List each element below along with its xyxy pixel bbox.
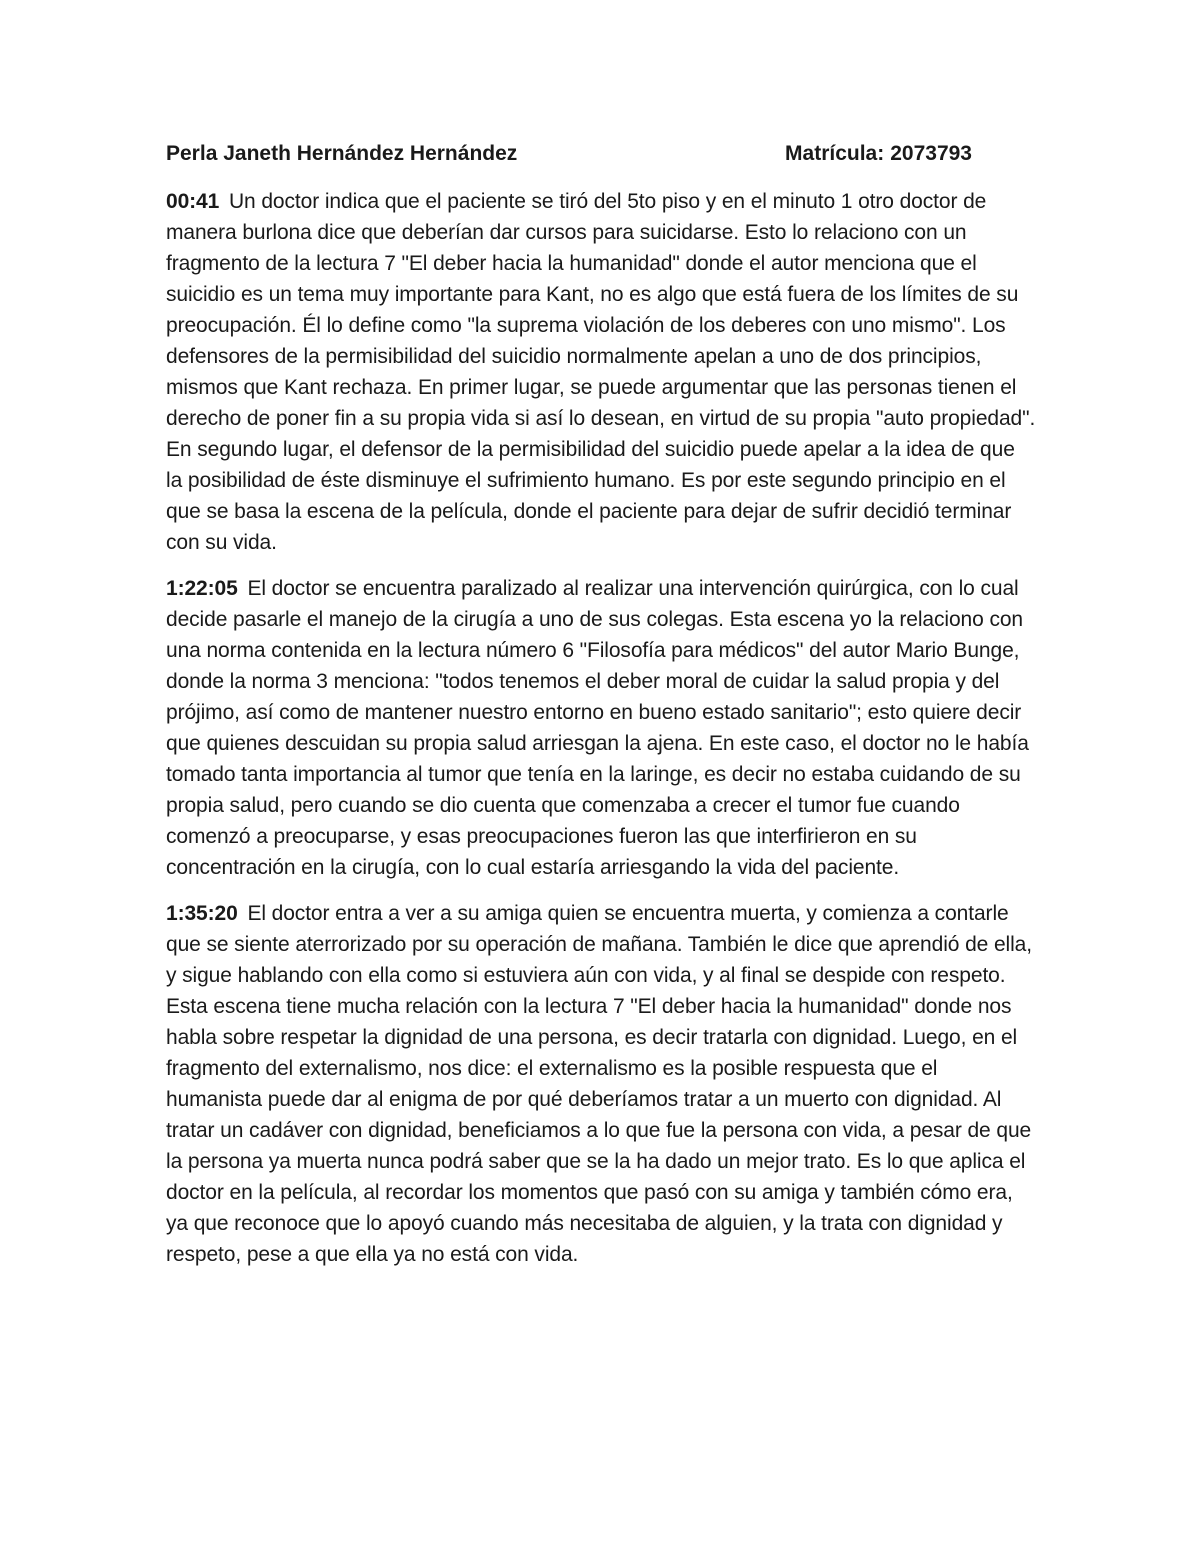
matricula-value: 2073793 [890, 142, 972, 165]
student-name: Perla Janeth Hernández Hernández [166, 142, 518, 165]
paragraph-timestamp: 00:41 [166, 190, 220, 213]
paragraph-text: El doctor entra a ver a su amiga quien se encuentra muerta, y comienza a contarle que se siente aterrorizado por su operación de mañana. También le dice que aprendió de ella, y sigue hablando con ella como si estuviera aún con vida, y al final se despide con respeto. Esta escena tiene mucha relación con la lectura 7 "El deber hacia la humanidad" donde nos habla sobre respetar la dignidad de una persona, es decir tratarla con dignidad. Luego, en el fragmento del externalismo, nos dice: el externalismo es la posible respuesta que el humanista puede dar al enigma de por qué deberíamos tratar a un muerto con dignidad. Al tratar un cadáver con dignidad, beneficiamos a lo que fue la persona con vida, a pesar de que la persona ya muerta nunca podrá saber que se la ha dado un mejor trato. Es lo que aplica el doctor en la película, al recordar los momentos que pasó con su amiga y también cómo era, ya que reconoce que lo apoyó cuando más necesitaba de alguien, y la trata con dignidad y respeto, pese a que ella ya no está con vida. [166, 902, 1032, 1266]
paragraph [166, 898, 1036, 1270]
document-page [166, 140, 1036, 1285]
paragraph-timestamp: 1:22:05 [166, 577, 238, 600]
paragraph-timestamp: 1:35:20 [166, 902, 238, 925]
matricula [785, 140, 972, 168]
paragraph [166, 186, 1036, 558]
document-header [166, 140, 1036, 168]
paragraph-text: Un doctor indica que el paciente se tiró del 5to piso y en el minuto 1 otro doctor de manera burlona dice que deberían dar cursos para suicidarse. Esto lo relaciono con un fragmento de la lectura 7 "El deber hacia la humanidad" donde el autor menciona que el suicidio es un tema muy importante para Kant, no es algo que está fuera de los límites de su preocupación. Él lo define como "la suprema violación de los deberes con uno mismo". Los defensores de la permisibilidad del suicidio normalmente apelan a uno de dos principios, mismos que Kant rechaza. En primer lugar, se puede argumentar que las personas tienen el derecho de poner fin a su propia vida si así lo desean, en virtud de su propia "auto propiedad". En segundo lugar, el defensor de la permisibilidad del suicidio puede apelar a la idea de que la posibilidad de éste disminuye el sufrimiento humano. Es por este segundo principio en el que se basa la escena de la película, donde el paciente para dejar de sufrir decidió terminar con su vida. [166, 190, 1036, 554]
matricula-label: Matrícula: [785, 142, 885, 165]
paragraph [166, 573, 1036, 883]
paragraph-text: El doctor se encuentra paralizado al realizar una intervención quirúrgica, con lo cual decide pasarle el manejo de la cirugía a uno de sus colegas. Esta escena yo la relaciono con una norma contenida en la lectura número 6 "Filosofía para médicos" del autor Mario Bunge, donde la norma 3 menciona: "todos tenemos el deber moral de cuidar la salud propia y del prójimo, así como de mantener nuestro entorno en bueno estado sanitario"; esto quiere decir que quienes descuidan su propia salud arriesgan la ajena. En este caso, el doctor no le había tomado tanta importancia al tumor que tenía en la laringe, es decir no estaba cuidando de su propia salud, pero cuando se dio cuenta que comenzaba a crecer el tumor fue cuando comenzó a preocuparse, y esas preocupaciones fueron las que interfirieron en su concentración en la cirugía, con lo cual estaría arriesgando la vida del paciente. [166, 577, 1029, 879]
